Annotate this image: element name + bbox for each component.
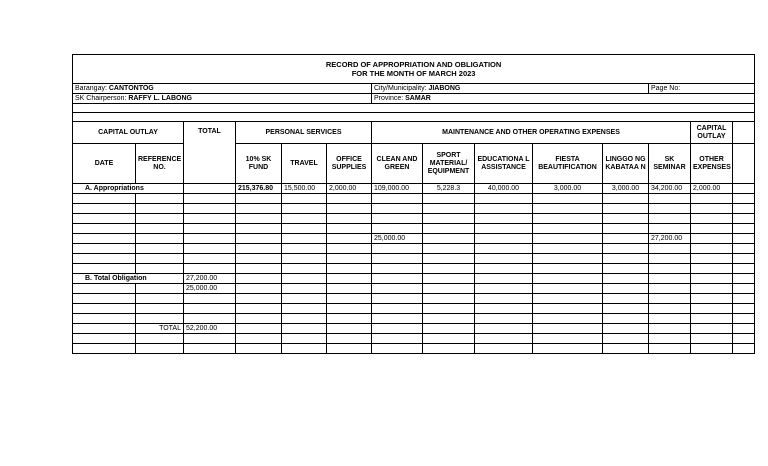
appropriation-sk-fund: 215,376.80	[236, 184, 282, 194]
appropriation-other: 2,000.00	[691, 184, 733, 194]
header-linggo: LINGGO NG KABATAA N	[603, 144, 649, 184]
header-sk-fund: 10% SK FUND	[236, 144, 282, 184]
table-row	[73, 244, 755, 254]
table-row	[73, 294, 755, 304]
appropriation-clean: 109,000.00	[372, 184, 423, 194]
spacer-row	[73, 104, 755, 113]
obligation-row	[73, 274, 755, 284]
page-no-cell	[649, 84, 755, 94]
header-total: TOTAL	[184, 122, 236, 184]
header-other-expenses: OTHER EXPENSES	[691, 144, 733, 184]
header-capital-outlay-right: CAPITAL OUTLAY	[691, 122, 733, 144]
entry-row	[73, 234, 755, 244]
table-row	[73, 314, 755, 324]
header-office-supplies: OFFICE SUPPLIES	[327, 144, 372, 184]
cell	[733, 184, 755, 194]
table-row	[73, 304, 755, 314]
city-value: JIABONG	[428, 84, 461, 92]
obligation-label: B. Total Obligation	[73, 274, 184, 284]
appropriation-sheet	[72, 54, 754, 354]
city-cell	[372, 84, 649, 94]
appropriation-educ: 40,000.00	[475, 184, 533, 194]
appropriation-travel: 15,500.00	[282, 184, 327, 194]
city-label: City/Municipality:	[374, 84, 427, 92]
appropriation-sport: 5,228.3	[423, 184, 475, 194]
report-title-line2: FOR THE MONTH OF MARCH 2023	[351, 69, 476, 78]
province-label: Province:	[374, 94, 404, 102]
header-reference: REFERENCE NO.	[136, 144, 184, 184]
entry-sk-seminar: 27,200.00	[649, 234, 691, 244]
header-clean-green: CLEAN AND GREEN	[372, 144, 423, 184]
table-row	[73, 224, 755, 234]
table-row	[73, 344, 755, 354]
header-empty	[733, 144, 755, 184]
barangay-value: CANTONTOG	[108, 84, 154, 92]
cell	[184, 184, 236, 194]
chairperson-label: SK Chairperson:	[75, 94, 127, 102]
header-travel: TRAVEL	[282, 144, 327, 184]
appropriation-seminar: 34,200.00	[649, 184, 691, 194]
table-row	[73, 334, 755, 344]
header-capital-outlay: CAPITAL OUTLAY	[73, 122, 184, 144]
header-personal-services: PERSONAL SERVICES	[236, 122, 372, 144]
header-mooe: MAINTENANCE AND OTHER OPERATING EXPENSES	[372, 122, 691, 144]
header-sport: SPORT MATERIAL/ EQUIPMENT	[423, 144, 475, 184]
page-no-label: Page No:	[651, 84, 681, 92]
report-title-line1: RECORD OF APPROPRIATION AND OBLIGATION	[325, 60, 502, 69]
table-row	[73, 194, 755, 204]
chairperson-cell	[73, 94, 372, 104]
appropriation-fiesta: 3,000.00	[533, 184, 603, 194]
appropriation-office: 2,000.00	[327, 184, 372, 194]
table-row	[73, 264, 755, 274]
table-row	[73, 204, 755, 214]
grand-total-label: TOTAL	[136, 324, 184, 334]
header-sk-seminar: SK SEMINAR	[649, 144, 691, 184]
obligation-row-2	[73, 284, 755, 294]
barangay-label: Barangay:	[75, 84, 107, 92]
header-date: DATE	[73, 144, 136, 184]
province-cell	[372, 94, 755, 104]
table-row	[73, 254, 755, 264]
grand-total-value: 52,200.00	[184, 324, 236, 334]
appropriations-label: A. Appropriations	[73, 184, 184, 194]
record-table	[72, 54, 755, 354]
appropriation-linggo: 3,000.00	[603, 184, 649, 194]
spacer-row	[73, 113, 755, 122]
entry-clean-green: 25,000.00	[372, 234, 423, 244]
header-educational: EDUCATIONA L ASSISTANCE	[475, 144, 533, 184]
report-title	[73, 55, 755, 84]
appropriations-row	[73, 184, 755, 194]
header-fiesta: FIESTA BEAUTIFICATION	[533, 144, 603, 184]
header-empty	[733, 122, 755, 144]
barangay-cell	[73, 84, 372, 94]
table-row	[73, 214, 755, 224]
obligation-total-2: 25,000.00	[184, 284, 236, 294]
grand-total-row	[73, 324, 755, 334]
chairperson-value: RAFFY L. LABONG	[128, 94, 192, 102]
province-value: SAMAR	[405, 94, 431, 102]
obligation-total-1: 27,200.00	[184, 274, 236, 284]
